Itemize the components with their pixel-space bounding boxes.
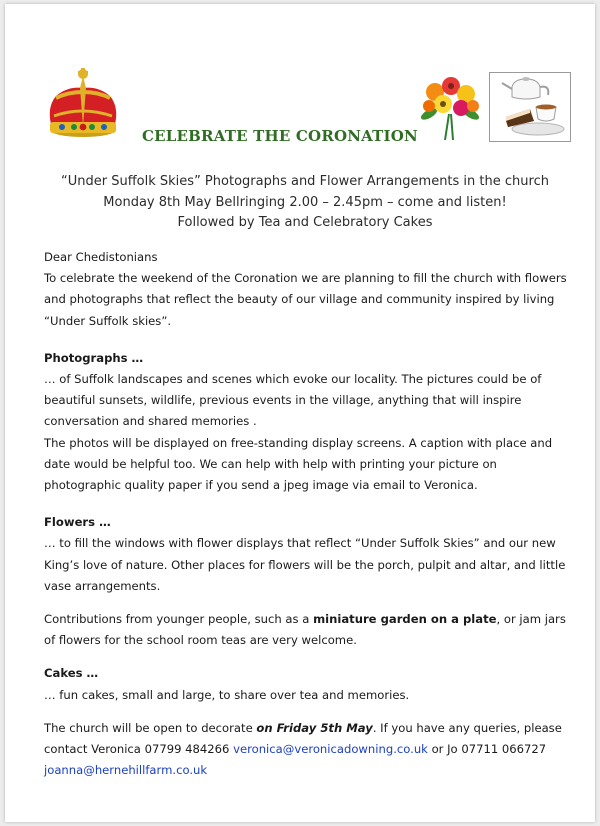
intro-paragraph: To celebrate the weekend of the Coronation we are planning to fill the church with flowers and photographs that reflect the beauty of our village and community inspired by living “Under Suffolk skies”. <box>44 271 567 328</box>
cakes-text: … fun cakes, small and large, to share over tea and memories. <box>44 687 410 702</box>
email-link-joanna[interactable]: joanna@hernehillfarm.co.uk <box>44 763 208 778</box>
contributions-paragraph: Contributions from younger people, such as a miniature garden on a plate, or jam jars of flowers for the school room teas are very welcome. <box>44 612 566 648</box>
salutation: Dear Chedistonians <box>44 250 158 264</box>
subtitle-line: “Under Suffolk Skies” Photographs and Flower Arrangements in the church <box>61 174 549 189</box>
photographs-text: … of Suffolk landscapes and scenes which evoke our locality. The pictures could be of beautiful sunsets, wildlife, previous events in the village, anything that will inspire conversation and shared memories . <box>44 372 542 429</box>
cakes-heading: Cakes … <box>44 666 99 681</box>
subtitle-line: Monday 8th May Bellringing 2.00 – 2.45pm – come and listen! <box>103 194 507 210</box>
photographs-display-text: The photos will be displayed on free-standing display screens. A caption with place and date would be helpful too. We can help with help with printing your picture on photographic quality paper if you send a jpeg image via email to Veronica. <box>44 435 553 493</box>
flowers-heading: Flowers … <box>44 515 111 530</box>
decorate-date-emphasis: on Friday 5th May <box>256 720 373 735</box>
event-summary <box>35 172 575 234</box>
flower-bouquet-icon <box>415 74 485 140</box>
photographs-heading: Photographs … <box>44 350 144 365</box>
letter-body <box>44 247 574 781</box>
crown-icon <box>42 68 124 144</box>
letter-page <box>5 4 595 822</box>
closing-paragraph: The church will be open to decorate on Friday 5th May. If you have any queries, please contact Veronica 07799 484266 veronica@veronicadowning.co.uk or Jo 07711 066727 joanna@hernehillfarm.co.uk <box>44 720 562 778</box>
tea-and-cake-icon <box>489 72 571 142</box>
flowers-text: … to fill the windows with flower displays that reflect “Under Suffolk Skies” and our new King’s love of nature. Other places for flowers will be the porch, pulpit and altar, and little vase arrangements. <box>44 536 566 593</box>
subtitle-line: Followed by Tea and Celebratory Cakes <box>177 215 433 230</box>
email-link-veronica[interactable]: veronica@veronicadowning.co.uk <box>233 742 428 757</box>
banner-heading: CELEBRATE THE CORONATION <box>142 127 418 145</box>
miniature-garden-emphasis: miniature garden on a plate <box>313 612 497 627</box>
